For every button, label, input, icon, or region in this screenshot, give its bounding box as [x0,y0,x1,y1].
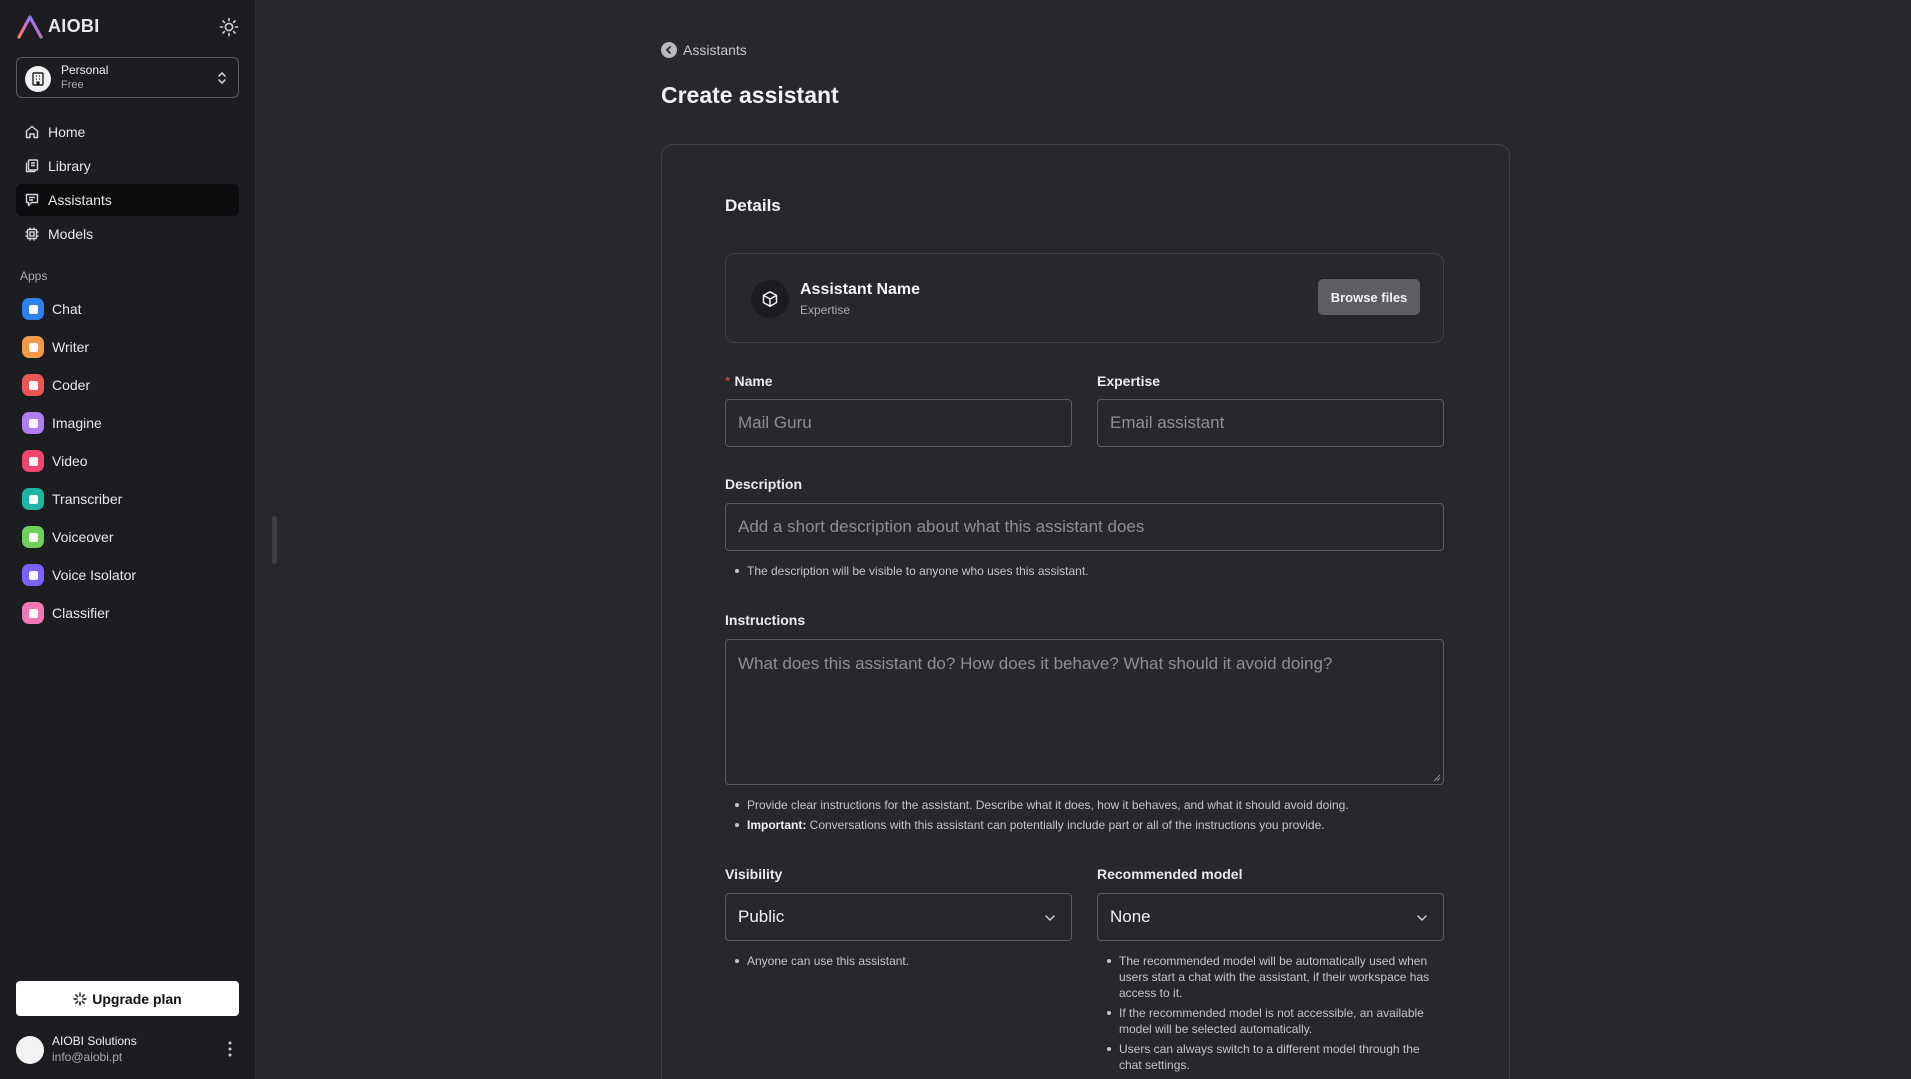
instructions-hint-item: Provide clear instructions for the assistant. Describe what it does, how it behaves, and what it should avoid doing. [733,797,1433,813]
user-email: info@aiobi.pt [52,1050,123,1064]
visibility-value: Public [738,907,785,926]
app-item-chat[interactable] [16,290,239,328]
name-label [725,373,773,389]
required-asterisk: * [725,373,731,389]
sparkle-icon [73,992,87,1006]
recommended-model-label: Recommended model [1097,866,1243,882]
nav-item-home[interactable] [16,116,239,148]
user-name: AIOBI Solutions [52,1034,137,1048]
details-section-title: Details [725,196,781,215]
nav-item-label: Library [48,158,91,174]
nav-item-label: Home [48,124,86,140]
nav-item-label: Assistants [48,192,112,208]
voiceover-app-icon [22,526,44,548]
chat-app-icon [22,298,44,320]
back-arrow-icon [661,42,677,58]
instructions-hints [733,797,1433,837]
nav-item-assistants[interactable] [16,184,239,216]
more-vertical-icon[interactable] [227,1040,233,1058]
writer-app-icon [22,336,44,358]
breadcrumb[interactable] [661,42,747,58]
name-label-text: Name [734,373,773,389]
classifier-app-icon [22,602,44,624]
page-title: Create assistant [661,82,839,108]
expertise-input[interactable] [1097,399,1444,447]
important-label: Important: [747,818,807,832]
app-item-voiceover[interactable] [16,518,239,556]
name-input-placeholder: Mail Guru [738,413,812,432]
instructions-label: Instructions [725,612,806,628]
apps-list [16,290,239,632]
chevron-down-icon [1415,911,1429,925]
app-item-writer[interactable] [16,328,239,366]
app-item-coder[interactable] [16,366,239,404]
app-item-label: Classifier [52,605,110,621]
instructions-placeholder: What does this assistant do? How does it behave? What should it avoid doing? [738,654,1333,673]
app-item-label: Coder [52,377,91,393]
library-icon [24,158,40,174]
recommended-model-hints [1105,953,1435,1077]
visibility-label: Visibility [725,866,783,882]
logo-icon [16,14,44,40]
models-icon [24,226,40,242]
visibility-hint-item: Anyone can use this assistant. [733,953,1063,969]
description-hint-item: The description will be visible to anyone who uses this assistant. [733,563,1433,579]
upgrade-plan-button[interactable] [16,981,239,1016]
app-item-classifier[interactable] [16,594,239,632]
workspace-switcher[interactable] [16,57,239,98]
nav-item-label: Models [48,226,94,242]
main-nav [16,116,239,252]
description-input[interactable] [725,503,1444,551]
nav-item-models[interactable] [16,218,239,250]
voice-isolator-app-icon [22,564,44,586]
upgrade-plan-label: Upgrade plan [92,990,182,1007]
model-hint-item: If the recommended model is not accessible, an available model will be selected automatically. [1105,1005,1435,1037]
instructions-hint-item [733,817,1433,833]
instructions-textarea[interactable] [725,639,1444,785]
visibility-hint [733,953,1063,973]
expertise-input-placeholder: Email assistant [1110,413,1225,432]
workspace-avatar [25,66,51,92]
workspace-plan: Free [61,79,84,91]
app-item-label: Transcriber [52,491,123,507]
description-input-placeholder: Add a short description about what this assistant does [738,517,1145,536]
workspace-name: Personal [61,63,109,77]
building-icon [32,72,44,86]
browse-files-button[interactable]: Browse files [1318,279,1420,315]
app-item-label: Voiceover [52,529,114,545]
description-hint [733,563,1433,583]
assistant-preview [725,253,1444,343]
resize-grip-icon[interactable] [1433,774,1441,782]
chevron-down-icon [1043,911,1057,925]
imagine-app-icon [22,412,44,434]
recommended-model-value: None [1110,907,1151,926]
video-app-icon [22,450,44,472]
assistants-icon [24,192,40,208]
user-profile[interactable] [16,1034,239,1066]
avatar [16,1036,44,1064]
app-item-voice-isolator[interactable] [16,556,239,594]
cube-icon [751,280,789,318]
visibility-select[interactable] [725,893,1072,941]
name-input[interactable] [725,399,1072,447]
expertise-label: Expertise [1097,373,1161,389]
nav-item-library[interactable] [16,150,239,182]
app-item-label: Chat [52,301,82,317]
apps-section-label: Apps [20,269,48,283]
app-item-video[interactable] [16,442,239,480]
recommended-model-select[interactable] [1097,893,1444,941]
sidebar-resize-handle[interactable] [272,516,277,564]
home-icon [24,124,40,140]
important-text: Conversations with this assistant can potentially include part or all of the instructions you provide. [806,818,1325,832]
coder-app-icon [22,374,44,396]
preview-assistant-name: Assistant Name [800,281,921,298]
sidebar [0,0,256,1079]
brand-name: AIOBI [48,16,100,36]
app-item-transcriber[interactable] [16,480,239,518]
app-item-label: Imagine [52,415,102,431]
app-item-imagine[interactable] [16,404,239,442]
preview-assistant-expertise: Expertise [800,303,851,317]
transcriber-app-icon [22,488,44,510]
description-label: Description [725,476,803,492]
app-item-label: Video [52,453,88,469]
sun-icon[interactable] [218,16,240,38]
logo-row [16,14,240,40]
model-hint-item: The recommended model will be automatically used when users start a chat with the assistant, if their workspace has access to it. [1105,953,1435,1001]
app-item-label: Voice Isolator [52,567,137,583]
chevron-up-down-icon [216,69,228,87]
app-item-label: Writer [52,339,90,355]
model-hint-item: Users can always switch to a different model through the chat settings. [1105,1041,1435,1073]
breadcrumb-label: Assistants [683,42,747,58]
